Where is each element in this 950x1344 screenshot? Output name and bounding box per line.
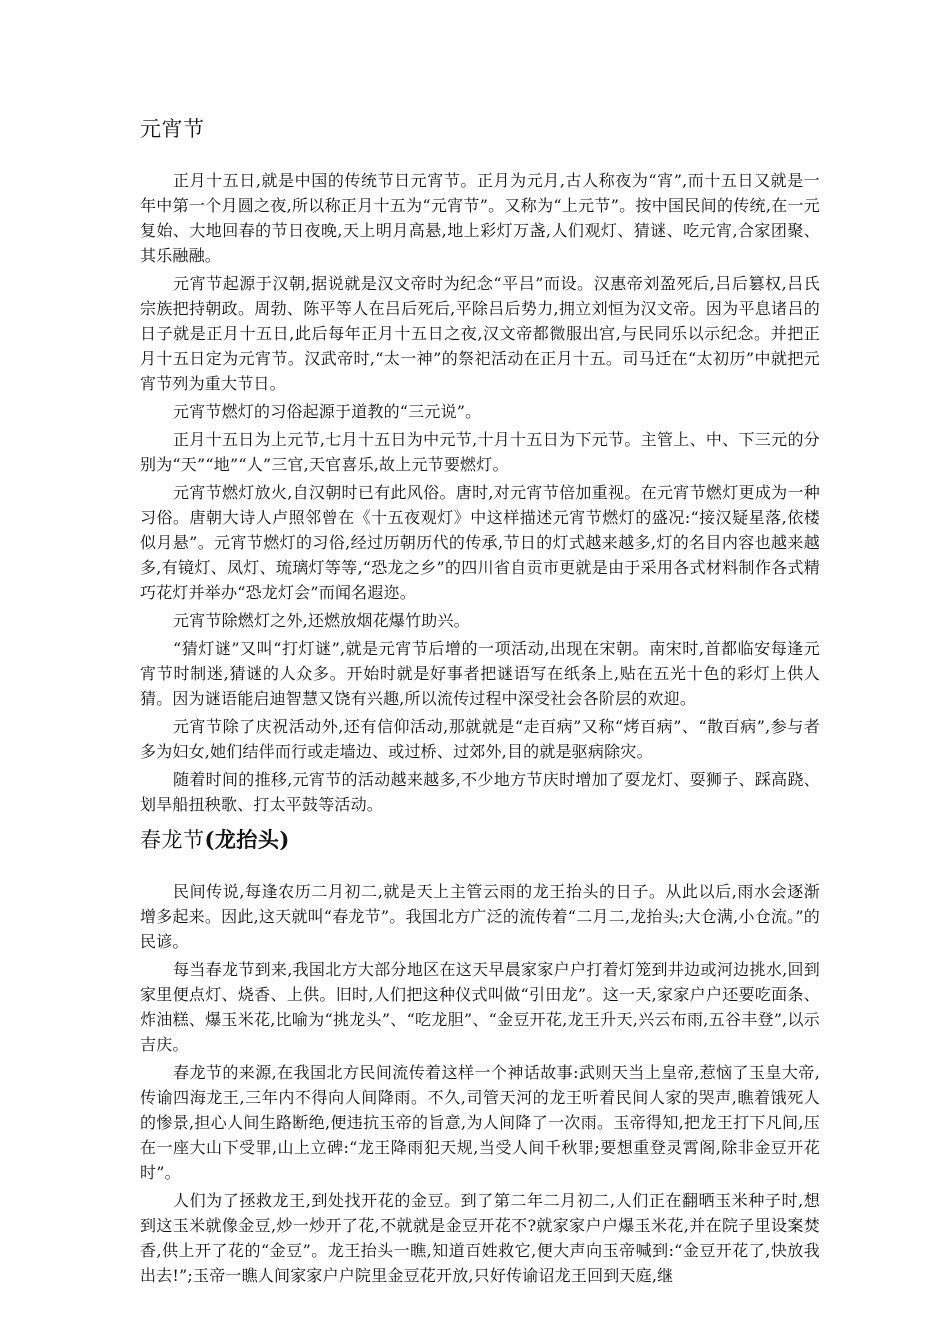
paragraph: 随着时间的推移,元宵节的活动越来越多,不少地方节庆时增加了耍龙灯、耍狮子、踩高跷、划旱船扭秧歌、打太平鼓等活动。 bbox=[140, 770, 820, 814]
paragraph: 人们为了拯救龙王,到处找开花的金豆。到了第二年二月初二,人们正在翻晒玉米种子时,想到这玉米就像金豆,炒一炒开了花,不就就是金豆开花不?就家家户户爆玉米花,并在院子里设案焚香,供上开了花的“金豆”。龙王抬头一瞧,知道百姓救它,便大声向玉帝喊到:“金豆开花了,快放我出去!”;玉帝一瞧人间家家户户院里金豆花开放,只好传谕诏龙王回到天庭,继 bbox=[140, 1191, 820, 1285]
section-title-paren: (龙抬头) bbox=[204, 827, 290, 852]
paragraph: 每当春龙节到来,我国北方大部分地区在这天早晨家家户户打着灯笼到井边或河边挑水,回到家里便点灯、烧香、上供。旧时,人们把这种仪式叫做“引田龙”。这一天,家家户户还要吃面条、炸油糕、爆玉米花,比喻为“挑龙头”、“吃龙胆”、“金豆开花,龙王升天,兴云布雨,五谷丰登”,以示吉庆。 bbox=[140, 960, 820, 1054]
paragraph: 元宵节起源于汉朝,据说就是汉文帝时为纪念“平吕”而设。汉惠帝刘盈死后,吕后篡权,吕氏宗族把持朝政。周勃、陈平等人在吕后死后,平除吕后势力,拥立刘恒为汉文帝。因为平息诸吕的日子就是正月十五日,此后每年正月十五日之夜,汉文帝都微服出宫,与民同乐以示纪念。并把正月十五日定为元宵节。汉武帝时,“太一神”的祭祀活动在正月十五。司马迁在“太初历”中就把元宵节列为重大节日。 bbox=[140, 274, 820, 393]
section-title bbox=[140, 823, 820, 857]
paragraph: 春龙节的来源,在我国北方民间流传着这样一个神话故事:武则天当上皇帝,惹恼了玉皇大帝,传谕四海龙王,三年内不得向人间降雨。不久,司管天河的龙王听着民间人家的哭声,瞧着饿死人的惨景,担心人间生路断绝,便违抗玉帝的旨意,为人间降了一次雨。玉帝得知,把龙王打下凡间,压在一座大山下受罪,山上立碑:“龙王降雨犯天规,当受人间千秋罪;要想重登灵霄阁,除非金豆开花时”。 bbox=[140, 1063, 820, 1182]
section-title-text: 元宵节 bbox=[140, 117, 205, 141]
section-title bbox=[140, 112, 820, 146]
document-body bbox=[140, 112, 820, 1291]
paragraph: 正月十五日为上元节,七月十五日为中元节,十月十五日为下元节。主管上、中、下三元的分别为“天”“地”“人”三官,天官喜乐,故上元节要燃灯。 bbox=[140, 430, 820, 474]
paragraph: 元宵节燃灯的习俗起源于道教的“三元说”。 bbox=[173, 402, 482, 421]
paragraph: 元宵节燃灯放火,自汉朝时已有此风俗。唐时,对元宵节倍加重视。在元宵节燃灯更成为一种习俗。唐朝大诗人卢照邻曾在《十五夜观灯》中这样描述元宵节燃灯的盛况:“接汉疑星落,依楼似月悬”。元宵节燃灯的习俗,经过历朝历代的传承,节日的灯式越来越多,灯的名目内容也越来越多,有镜灯、凤灯、琉璃灯等等,“恐龙之乡”的四川省自贡市更就是由于采用各式材料制作各式精巧花灯并举办“恐龙灯会”而闻名遐迩。 bbox=[140, 483, 820, 602]
paragraph: 民间传说,每逢农历二月初二,就是天上主管云雨的龙王抬头的日子。从此以后,雨水会逐渐增多起来。因此,这天就叫“春龙节”。我国北方广泛的流传着“二月二,龙抬头;大仓满,小仓流。”的民谚。 bbox=[140, 882, 820, 951]
paragraph: 元宵节除了庆祝活动外,还有信仰活动,那就就是“走百病”又称“烤百病”、“散百病”,参与者多为妇女,她们结伴而行或走墙边、或过桥、过郊外,目的就是驱病除灾。 bbox=[140, 717, 820, 761]
paragraph: 元宵节除燃灯之外,还燃放烟花爆竹助兴。 bbox=[173, 611, 470, 630]
paragraph: 正月十五日,就是中国的传统节日元宵节。正月为元月,古人称夜为“宵”,而十五日又就是一年中第一个月圆之夜,所以称正月十五为“元宵节”。又称为“上元节”。按中国民间的传统,在一元复始、大地回春的节日夜晚,天上明月高悬,地上彩灯万盏,人们观灯、猜谜、吃元宵,合家团聚、其乐融融。 bbox=[140, 171, 820, 265]
paragraph: “猜灯谜”又叫“打灯谜”,就是元宵节后增的一项活动,出现在宋朝。南宋时,首都临安每逢元宵节时制迷,猜谜的人众多。开始时就是好事者把谜语写在纸条上,贴在五光十色的彩灯上供人猜。因为谜语能启迪智慧又饶有兴趣,所以流传过程中深受社会各阶层的欢迎。 bbox=[140, 639, 820, 708]
section-chunlong bbox=[140, 823, 820, 1288]
section-yuanxiao bbox=[140, 112, 820, 817]
section-title-text: 春龙节 bbox=[140, 828, 205, 852]
